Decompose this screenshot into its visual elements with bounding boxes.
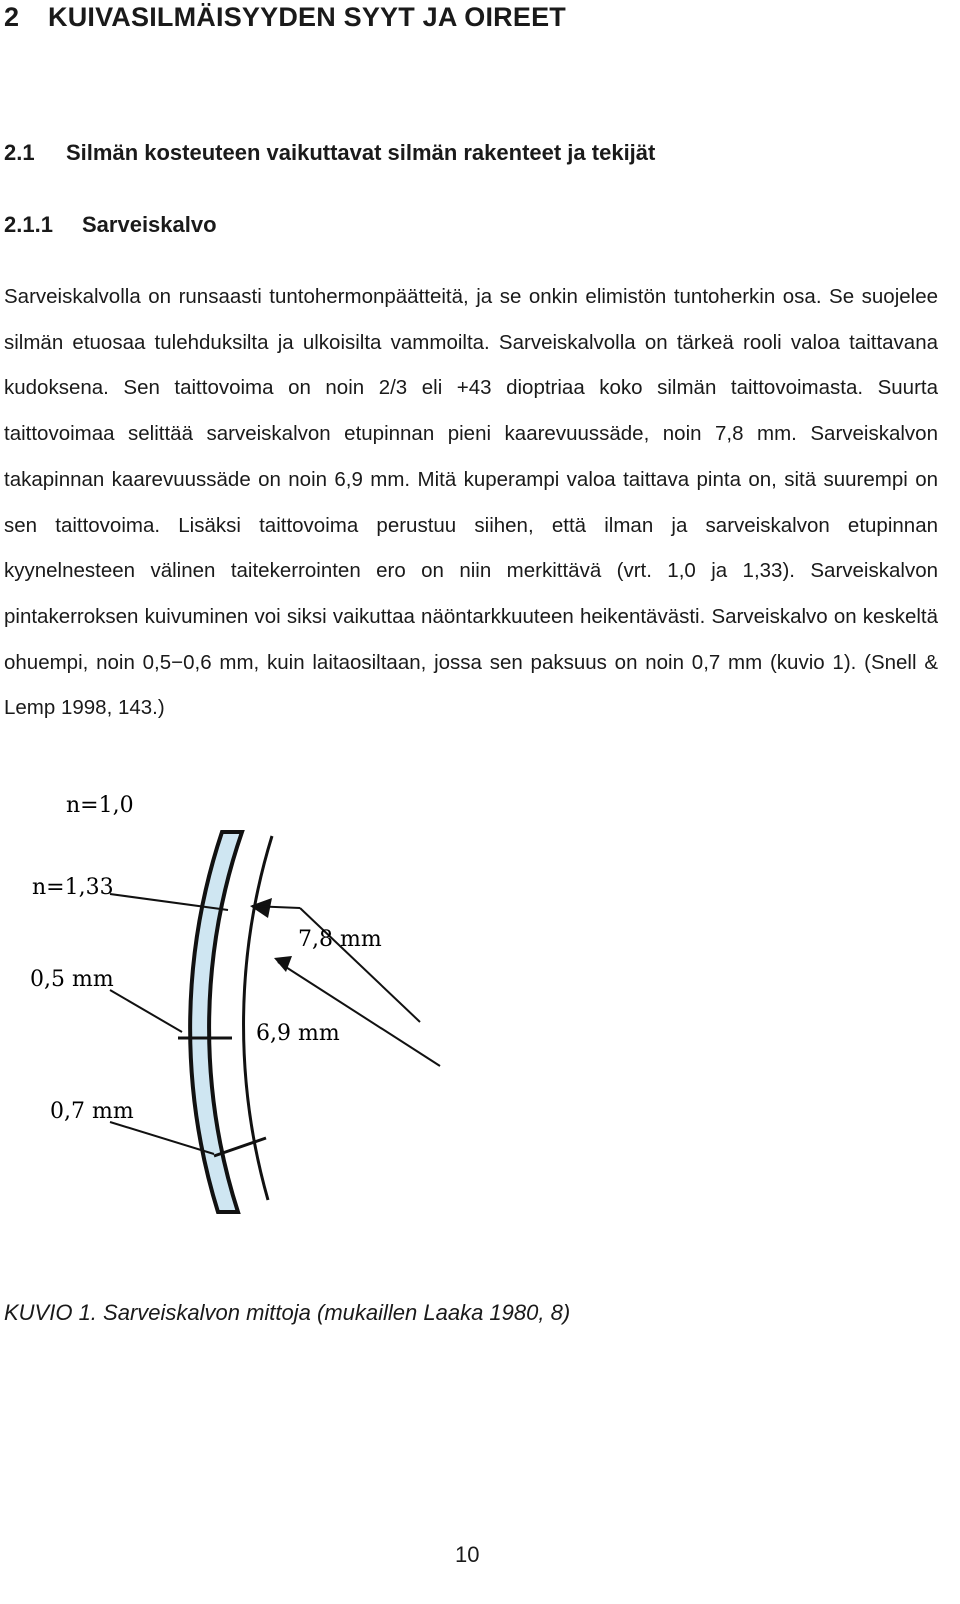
subsection-title: Sarveiskalvo	[82, 212, 217, 237]
label-back-radius: 6,9 mm	[256, 1021, 340, 1046]
label-center-thickness: 0,5 mm	[30, 967, 114, 992]
label-front-radius: 7,8 mm	[298, 927, 382, 952]
label-n-tear: n=1,33	[32, 875, 114, 900]
cornea-diagram	[0, 770, 960, 1250]
figure-caption: KUVIO 1. Sarveiskalvon mittoja (mukaillen Laaka 1980, 8)	[4, 1300, 571, 1325]
section-heading	[4, 140, 655, 166]
chapter-number: 2	[4, 2, 20, 32]
center-label-leader	[110, 990, 182, 1032]
section-title: Silmän kosteuteen vaikuttavat silmän rakenteet ja tekijät	[66, 140, 656, 165]
front-radius-line	[300, 908, 420, 1022]
chapter-heading	[4, 2, 566, 33]
page-number: 10	[455, 1542, 480, 1567]
back-radius-line	[278, 962, 440, 1066]
section-number: 2.1	[4, 140, 35, 165]
subsection-heading	[4, 212, 217, 238]
body-paragraph: Sarveiskalvolla on runsaasti tuntohermonpäätteitä, ja se onkin elimistön tuntoherkin osa. Se suojelee silmän etuosaa tulehduksilta ja ulkoisilta vammoilta. Sarveiskalvolla on tärkeä rooli valoa taittavana kudoksena. Sen taittovoima on noin 2/3 eli +43 dioptriaa koko silmän taittovoimasta. Suurta taittovoimaa selittää sarveiskalvon etupinnan pieni kaarevuussäde, noin 7,8 mm. Sarveiskalvon takapinnan kaarevuussäde on noin 6,9 mm. Mitä kuperampi valoa taittava pinta on, sitä suurempi on sen taittovoima. Lisäksi taittovoima perustuu siihen, että ilman ja sarveiskalvon etupinnan kyynelnesteen välinen taitekerrointen ero on niin merkittävä (vrt. 1,0 ja 1,33). Sarveiskalvon pintakerroksen kuivuminen voi siksi vaikuttaa näöntarkkuuteen heikentävästi. Sarveiskalvo on keskeltä ohuempi, noin 0,5−0,6 mm, kuin laitaosiltaan, jossa sen paksuus on noin 0,7 mm (kuvio 1). (Snell & Lemp 1998, 143.)	[4, 285, 938, 720]
label-n-air: n=1,0	[66, 793, 134, 818]
subsection-number: 2.1.1	[4, 212, 53, 237]
cornea-figure	[0, 770, 960, 1250]
chapter-title: KUIVASILMÄISYYDEN SYYT JA OIREET	[48, 2, 566, 32]
label-edge-thickness: 0,7 mm	[50, 1099, 134, 1124]
